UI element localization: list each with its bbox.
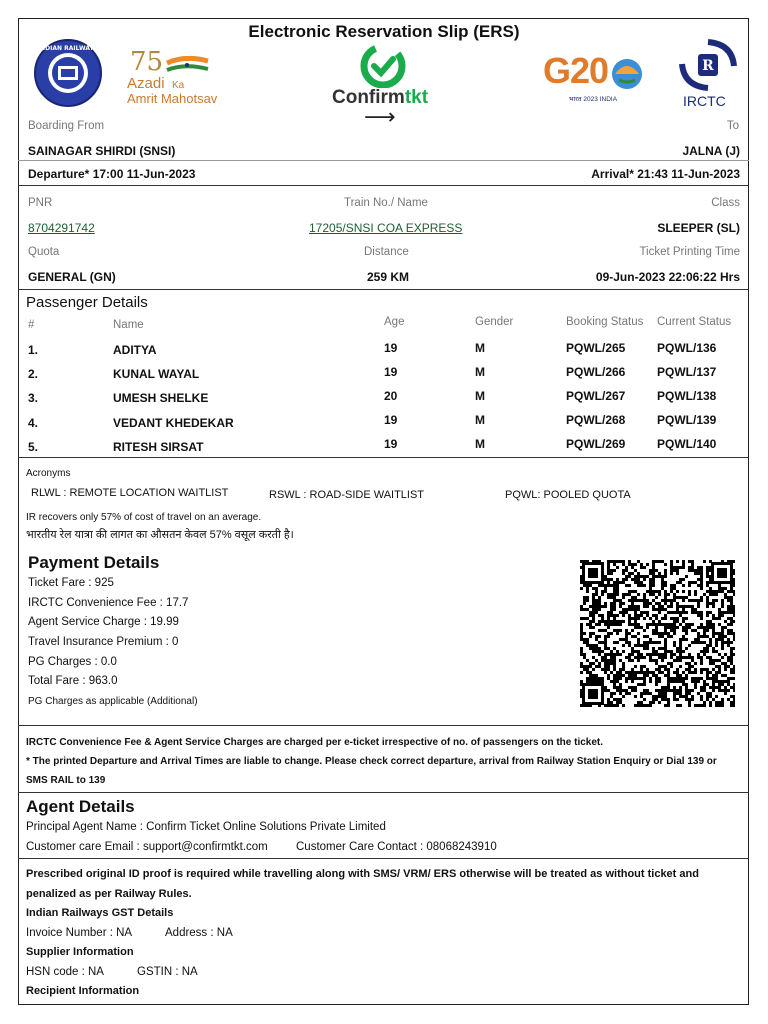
passenger-gender: M: [475, 389, 485, 403]
col-header-age: Age: [384, 316, 405, 328]
id-proof-note: Prescribed original ID proof is required while travelling along with SMS/ VRM/ ERS otherwise will be treated as without ticket and: [26, 868, 699, 880]
confirm-word: Confirm: [332, 87, 405, 108]
hsn-code: HSN code : NA: [26, 966, 104, 978]
train-label: Train No./ Name: [344, 197, 428, 209]
agent-details-heading: Agent Details: [26, 797, 135, 816]
confirmtkt-icon: [358, 44, 408, 88]
quota-value: GENERAL (GN): [28, 270, 116, 284]
current-status: PQWL/136: [657, 341, 717, 355]
pg-note: PG Charges as applicable (Additional): [28, 696, 198, 707]
acronym-rswl: RSWL : ROAD-SIDE WAITLIST: [269, 489, 425, 501]
recipient-information: Recipient Information: [26, 985, 140, 997]
g20-logo: [543, 50, 653, 108]
passenger-gender: M: [475, 437, 485, 451]
printing-time-value: 09-Jun-2023 22:06:22 Hrs: [595, 270, 740, 284]
col-header-num: #: [28, 319, 35, 331]
amrit-mahotsav: Amrit Mahotsav: [127, 91, 218, 106]
gst-heading: Indian Railways GST Details: [26, 907, 174, 919]
passenger-num: 4.: [28, 416, 39, 430]
qr-code-image: [580, 560, 735, 707]
globe-lotus-icon: [607, 54, 647, 90]
passenger-gender: M: [475, 365, 485, 379]
customer-care-email: Customer care Email : support@confirmtkt.com: [26, 841, 268, 853]
travel-insurance: Travel Insurance Premium : 0: [28, 636, 179, 648]
agent-service-charge: Agent Service Charge : 19.99: [28, 616, 179, 628]
passenger-gender: M: [475, 413, 485, 427]
col-header-gender: Gender: [475, 316, 514, 328]
passenger-num: 2.: [28, 367, 39, 381]
booking-status: PQWL/267: [566, 389, 626, 403]
flag-icon: [165, 55, 210, 77]
irctc-text: IRCTC: [683, 93, 726, 109]
tkt-word: tkt: [404, 87, 429, 108]
distance-label: Distance: [364, 246, 409, 258]
irctc-convenience-fee: IRCTC Convenience Fee : 17.7: [28, 597, 189, 609]
distance-value: 259 KM: [367, 270, 410, 284]
ticket-fare: Ticket Fare : 925: [28, 577, 114, 589]
ir-recovery-en: IR recovers only 57% of cost of travel on an average.: [26, 512, 262, 523]
ir-recovery-hi: भारतीय रेल यात्रा की लागत का औसतन केवल 57% वसूल करती है।: [26, 529, 294, 541]
booking-status: PQWL/265: [566, 341, 626, 355]
departure-time: Departure* 17:00 11-Jun-2023: [28, 167, 196, 181]
g20-text: G20: [543, 50, 609, 91]
current-status: PQWL/140: [657, 437, 717, 451]
passenger-name: KUNAL WAYAL: [113, 367, 200, 381]
to-label: To: [726, 120, 739, 132]
customer-care-contact: Customer Care Contact : 08068243910: [296, 841, 497, 853]
irctc-logo: [676, 38, 740, 110]
boarding-from-label: Boarding From: [28, 120, 105, 132]
booking-status: PQWL/266: [566, 365, 626, 379]
col-header-booking-status: Booking Status: [566, 316, 644, 328]
passenger-name: VEDANT KHEDEKAR: [113, 416, 234, 430]
address: Address : NA: [165, 927, 233, 939]
boarding-station: SAINAGAR SHIRDI (SNSI): [28, 144, 176, 158]
booking-status: PQWL/268: [566, 413, 626, 427]
passenger-num: 5.: [28, 440, 39, 454]
booking-status: PQWL/269: [566, 437, 626, 451]
current-status: PQWL/139: [657, 413, 717, 427]
passenger-gender: M: [475, 341, 485, 355]
passenger-details-heading: Passenger Details: [26, 294, 148, 311]
quota-label: Quota: [28, 246, 60, 258]
irctc-emblem-icon: [678, 38, 738, 92]
payment-details-heading: Payment Details: [28, 553, 160, 572]
acronym-pqwl: PQWL: POOLED QUOTA: [505, 489, 631, 501]
azadi-ka-amrit-mahotsav-logo: [125, 47, 235, 107]
supplier-information: Supplier Information: [26, 946, 134, 958]
convenience-fee-note: IRCTC Convenience Fee & Agent Service Charges are charged per e-ticket irrespective of no. of passengers on the ticket.: [26, 737, 604, 748]
acronyms-heading: Acronyms: [26, 468, 71, 479]
svg-text:R: R: [702, 58, 714, 74]
train-name[interactable]: 17205/SNSI COA EXPRESS: [309, 221, 463, 235]
current-status: PQWL/137: [657, 365, 717, 379]
destination-station: JALNA (J): [682, 144, 740, 158]
page-title: Electronic Reservation Slip (ERS): [248, 22, 520, 41]
timing-note: * The printed Departure and Arrival Times are liable to change. Please check correct departure, arrival from Railway Station Enquiry or Dial 139 or: [26, 756, 717, 767]
current-status: PQWL/138: [657, 389, 717, 403]
passenger-num: 3.: [28, 391, 39, 405]
acronym-rlwl: RLWL : REMOTE LOCATION WAITLIST: [31, 487, 229, 499]
col-header-name: Name: [113, 319, 144, 331]
rail-logo-text: INDIAN RAILWAYS: [37, 45, 99, 52]
passenger-name: UMESH SHELKE: [113, 391, 209, 405]
arrival-time: Arrival* 21:43 11-Jun-2023: [591, 167, 740, 181]
invoice-number: Invoice Number : NA: [26, 927, 133, 939]
gstin: GSTIN : NA: [137, 966, 198, 978]
indian-railways-logo: [33, 38, 103, 108]
passenger-age: 19: [384, 341, 398, 355]
id-proof-note-cont: penalized as per Railway Rules.: [26, 888, 192, 900]
principal-agent: Principal Agent Name : Confirm Ticket Online Solutions Private Limited: [26, 821, 386, 833]
passenger-name: RITESH SIRSAT: [113, 440, 204, 454]
travel-class: SLEEPER (SL): [657, 221, 740, 235]
pnr-label: PNR: [28, 197, 53, 209]
direction-arrow: ⟶: [364, 104, 396, 129]
class-label: Class: [711, 197, 740, 209]
total-fare: Total Fare : 963.0: [28, 675, 118, 687]
passenger-name: ADITYA: [113, 343, 157, 357]
g20-subtitle: भारत 2023 INDIA: [569, 96, 618, 103]
pnr-number[interactable]: 8704291742: [28, 221, 95, 235]
passenger-age: 19: [384, 365, 398, 379]
passenger-age: 19: [384, 437, 398, 451]
col-header-current-status: Current Status: [657, 316, 732, 328]
confirmtkt-logo: [330, 44, 440, 112]
passenger-num: 1.: [28, 343, 39, 357]
azadi-75: 75: [130, 47, 164, 77]
printing-time-label: Ticket Printing Time: [639, 246, 740, 258]
timing-note-cont: SMS RAIL to 139: [26, 775, 106, 786]
azadi-ka: Ka: [172, 80, 185, 91]
passenger-age: 20: [384, 389, 398, 403]
passenger-age: 19: [384, 413, 398, 427]
pg-charges: PG Charges : 0.0: [28, 656, 117, 668]
azadi-word: Azadi: [127, 75, 165, 92]
